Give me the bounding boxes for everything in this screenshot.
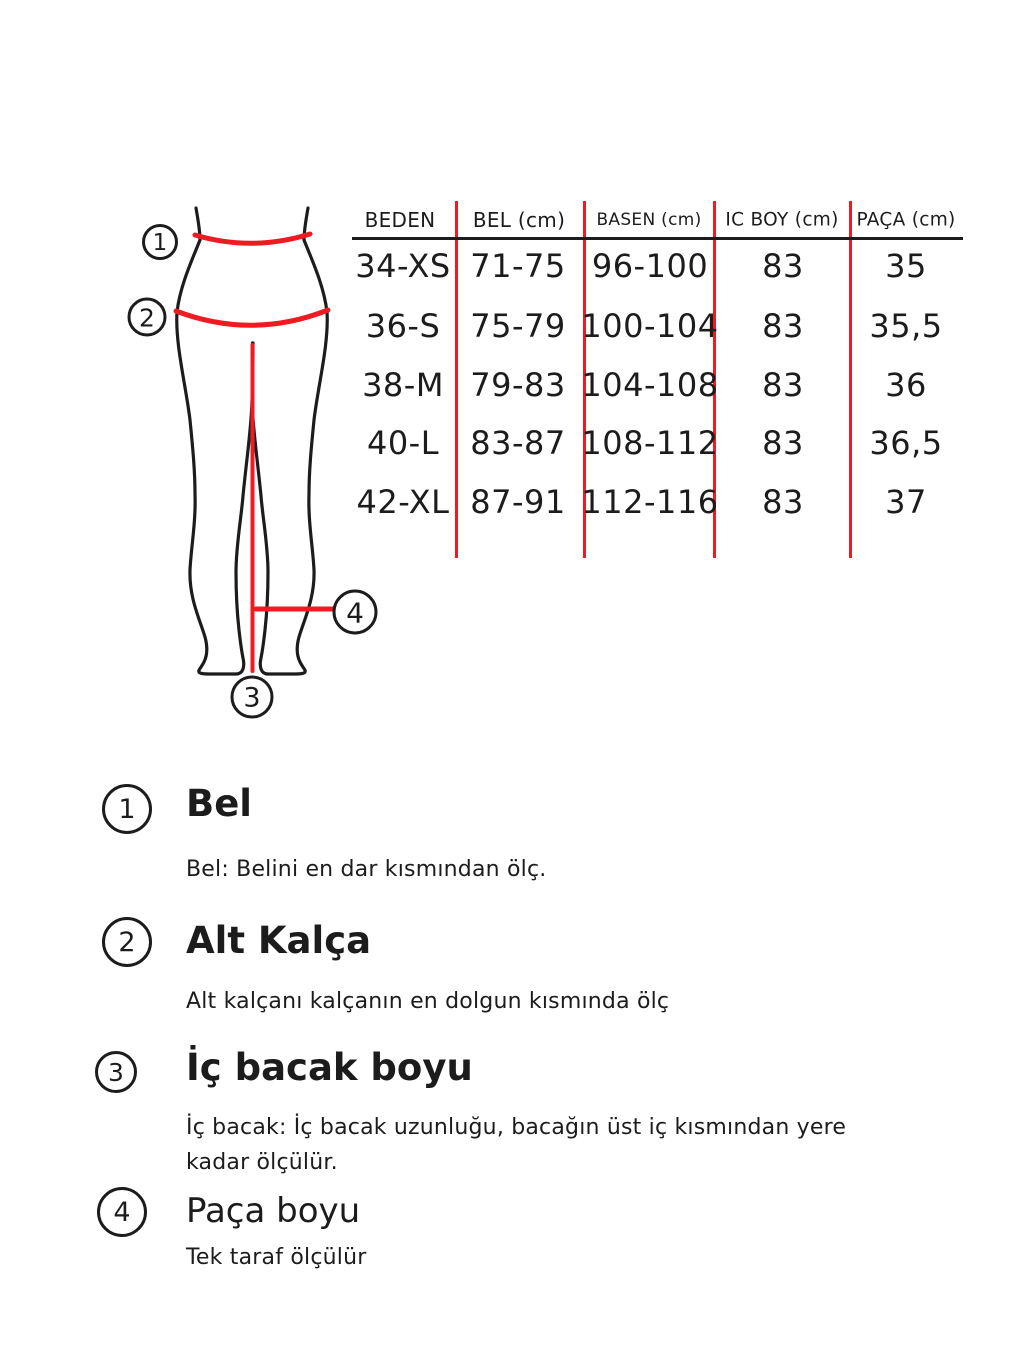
size-cell-row2-col1: 79-83 — [470, 366, 566, 404]
size-cell-row3-col1: 83-87 — [470, 424, 566, 462]
size-cell-row1-col0: 36-S — [365, 307, 441, 345]
legend-title-alt-kalca: Alt Kalça — [186, 919, 372, 962]
header-underline — [352, 237, 963, 240]
size-cell-row1-col1: 75-79 — [470, 307, 566, 345]
column-header-bel: BEL (cm) — [472, 208, 566, 232]
legend-title-bel: Bel — [186, 782, 252, 825]
size-cell-row4-col0: 42-XL — [356, 483, 450, 521]
column-divider — [849, 201, 852, 558]
size-cell-row3-col3: 83 — [762, 424, 804, 462]
legend-marker-number: 1 — [118, 793, 136, 825]
size-cell-row2-col4: 36 — [885, 366, 927, 404]
legend-marker-number: 2 — [118, 926, 136, 958]
marker-number-1: 1 — [152, 230, 168, 256]
legs-outline-right — [252, 208, 327, 674]
size-cell-row2-col2: 104-108 — [581, 366, 719, 404]
column-header-icboy: IC BOY (cm) — [725, 209, 839, 231]
size-cell-row1-col2: 100-104 — [581, 307, 719, 345]
legend-marker-2 — [102, 917, 152, 967]
marker-number-4: 4 — [346, 596, 364, 630]
legend-description-paca-boyu: Tek taraf ölçülür — [186, 1245, 367, 1270]
legend-title-ic-bacak-boyu: İç bacak boyu — [186, 1046, 473, 1089]
legend-description-bel: Bel: Belini en dar kısmından ölç. — [186, 857, 547, 882]
size-cell-row1-col3: 83 — [762, 307, 804, 345]
size-cell-row2-col3: 83 — [762, 366, 804, 404]
size-cell-row3-col4: 36,5 — [869, 424, 943, 462]
size-cell-row0-col2: 96-100 — [591, 247, 709, 285]
legend-marker-number: 4 — [113, 1196, 131, 1228]
column-header-beden: BEDEN — [364, 208, 436, 232]
size-cell-row4-col3: 83 — [762, 483, 804, 521]
size-cell-row0-col1: 71-75 — [470, 247, 566, 285]
legend-marker-number: 3 — [108, 1057, 124, 1087]
size-cell-row4-col4: 37 — [885, 483, 927, 521]
size-cell-row0-col4: 35 — [885, 247, 927, 285]
size-cell-row3-col2: 108-112 — [581, 424, 719, 462]
waist-measure-line — [195, 234, 310, 243]
legend-description-alt-kalca: Alt kalçanı kalçanın en dolgun kısmında ölç — [186, 989, 670, 1014]
legs-outline-left — [177, 208, 253, 674]
legend-marker-3 — [95, 1051, 137, 1093]
marker-number-2: 2 — [139, 303, 155, 333]
size-cell-row1-col4: 35,5 — [869, 307, 943, 345]
legend-marker-1 — [102, 784, 152, 834]
size-cell-row0-col0: 34-XS — [355, 247, 451, 285]
column-header-paca: PAÇA (cm) — [856, 209, 956, 231]
size-cell-row4-col2: 112-116 — [581, 483, 719, 521]
legend-title-paca-boyu: Paça boyu — [186, 1191, 361, 1231]
legs-measurement-diagram — [90, 180, 400, 725]
marker-number-3: 3 — [243, 682, 261, 714]
size-cell-row4-col1: 87-91 — [470, 483, 566, 521]
hip-measure-line — [176, 310, 328, 325]
size-cell-row2-col0: 38-M — [362, 366, 444, 404]
legend-description-ic-bacak-boyu: İç bacak: İç bacak uzunluğu, bacağın üst iç kısmından yere kadar ölçülür. — [186, 1115, 847, 1175]
column-divider — [455, 201, 458, 558]
column-header-basen: BASEN (cm) — [596, 210, 702, 230]
size-cell-row3-col0: 40-L — [366, 424, 440, 462]
legend-marker-4 — [97, 1187, 147, 1237]
size-cell-row0-col3: 83 — [762, 247, 804, 285]
